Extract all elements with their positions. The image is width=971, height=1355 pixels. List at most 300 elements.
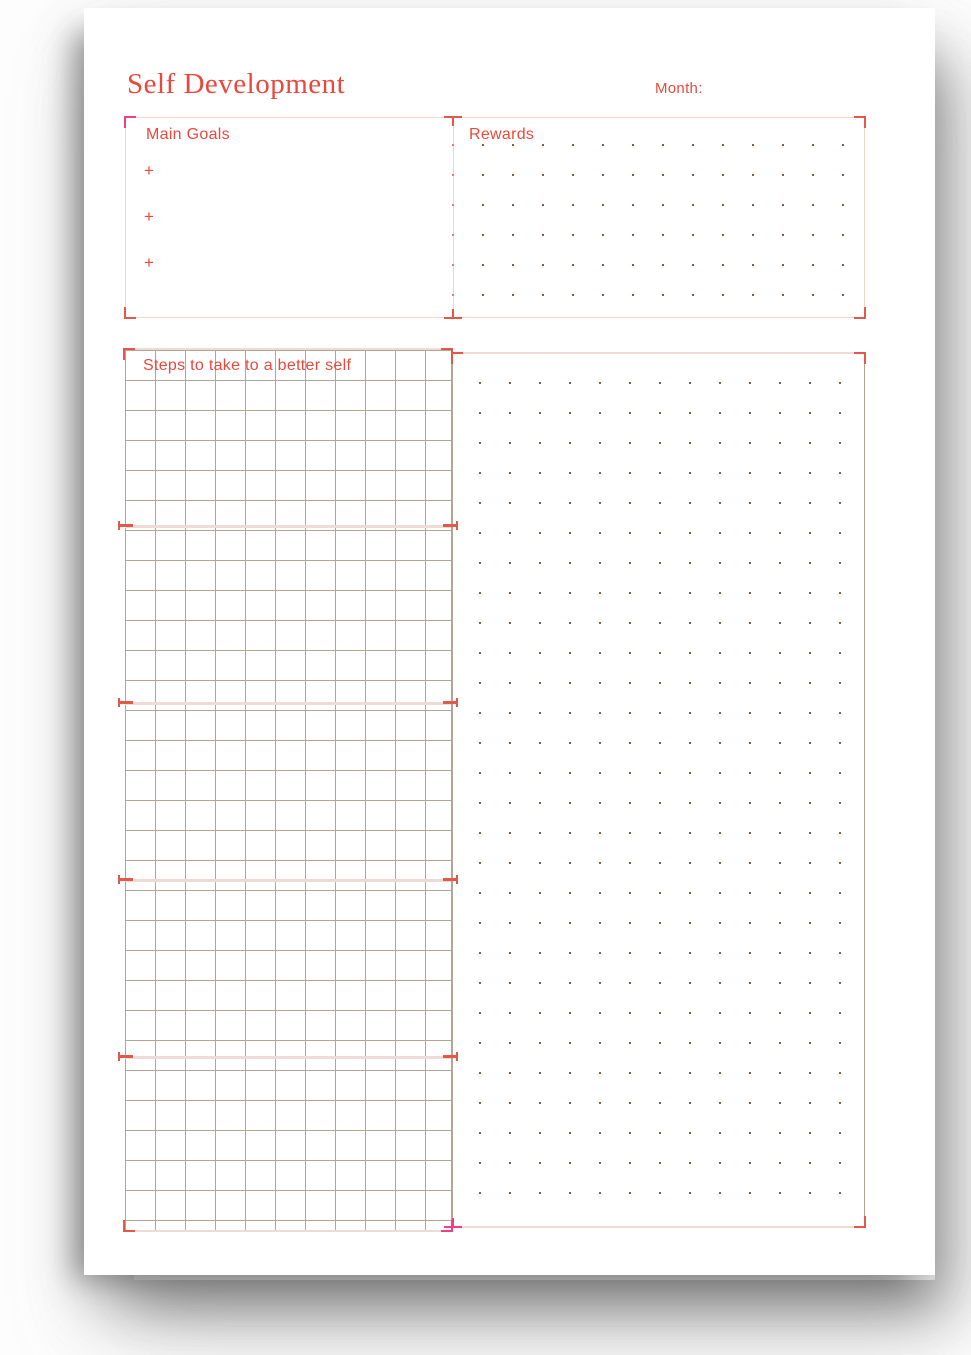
grid-dot [479,442,481,444]
grid-dot [659,502,661,504]
grid-dot [659,922,661,924]
grid-dot [479,892,481,894]
grid-dot [779,1132,781,1134]
grid-dot [809,562,811,564]
grid-dot [479,922,481,924]
grid-dot [779,922,781,924]
grid-dot [809,382,811,384]
grid-dot [659,1192,661,1194]
grid-dot [779,952,781,954]
grid-dot [692,264,694,266]
grid-dot [809,592,811,594]
grid-dot [749,922,751,924]
grid-dot [539,742,541,744]
grid-dot [572,174,574,176]
grid-dot [509,1132,511,1134]
grid-dot [542,264,544,266]
grid-dot [752,174,754,176]
grid-dot [599,802,601,804]
grid-dot [629,502,631,504]
grid-dot [839,952,841,954]
grid-dot [629,1132,631,1134]
grid-dot [779,892,781,894]
grid-dot [839,742,841,744]
grid-dot [782,204,784,206]
grid-dot [839,1132,841,1134]
grid-dot [749,682,751,684]
grid-dot [629,772,631,774]
grid-dot [479,1012,481,1014]
grid-dot [569,922,571,924]
grid-dot [452,294,454,296]
grid-dot [512,144,514,146]
grid-dot [689,472,691,474]
grid-dot [689,1132,691,1134]
grid-dot [542,234,544,236]
crop-mark-icon [444,116,462,118]
grid-dot [659,952,661,954]
grid-dot [512,204,514,206]
grid-dot [599,472,601,474]
grid-dot [509,712,511,714]
grid-dot [809,742,811,744]
grid-dot [782,294,784,296]
crop-tick-icon [118,524,133,527]
grid-dot [719,382,721,384]
grid-dot [779,682,781,684]
crop-tick-icon [118,878,133,881]
grid-dot [629,622,631,624]
grid-dot [719,922,721,924]
grid-dot [539,652,541,654]
grid-dot [572,144,574,146]
grid-dot [569,412,571,414]
grid-dot [632,204,634,206]
grid-dot [809,982,811,984]
grid-dot [599,1012,601,1014]
grid-dot [539,502,541,504]
grid-dot [719,772,721,774]
grid-dot [809,1072,811,1074]
grid-dot [599,412,601,414]
grid-dot [719,472,721,474]
grid-dot [839,802,841,804]
grid-dot [659,562,661,564]
grid-dot [809,1042,811,1044]
grid-dot [509,892,511,894]
grid-dot [812,264,814,266]
grid-dot [782,144,784,146]
grid-dot [572,294,574,296]
grid-dot [539,802,541,804]
grid-dot [509,922,511,924]
grid-dot [482,204,484,206]
grid-dot [629,952,631,954]
rewards-dot-grid [126,118,864,317]
grid-dot [599,1072,601,1074]
grid-dot [689,1042,691,1044]
grid-dot [809,442,811,444]
grid-dot [629,592,631,594]
grid-dot [599,562,601,564]
grid-dot [839,982,841,984]
main-goals-rewards-box [125,117,865,318]
crop-mark-icon [444,317,462,319]
grid-dot [569,1192,571,1194]
grid-dot [782,264,784,266]
grid-dot [689,532,691,534]
grid-dot [599,712,601,714]
grid-dot [689,1162,691,1164]
grid-dot [749,1042,751,1044]
grid-dot [809,472,811,474]
section-divider [125,879,451,882]
grid-dot [752,204,754,206]
grid-dot [779,1012,781,1014]
crop-mark-icon [854,352,866,364]
grid-dot [839,1072,841,1074]
crop-tick-icon [443,878,458,881]
grid-dot [479,832,481,834]
grid-dot [839,862,841,864]
grid-dot [539,1132,541,1134]
grid-dot [659,742,661,744]
grid-dot [539,382,541,384]
grid-dot [509,772,511,774]
grid-dot [482,264,484,266]
grid-dot [719,802,721,804]
grid-dot [479,1102,481,1104]
grid-dot [839,682,841,684]
grid-dot [599,592,601,594]
grid-dot [689,622,691,624]
notes-dot-grid [453,354,864,1226]
grid-dot [509,622,511,624]
grid-dot [509,682,511,684]
grid-dot [749,1192,751,1194]
grid-dot [452,174,454,176]
grid-dot [662,264,664,266]
grid-dot [809,1132,811,1134]
grid-dot [539,1102,541,1104]
grid-dot [539,922,541,924]
grid-dot [629,472,631,474]
grid-dot [602,174,604,176]
grid-dot [569,1132,571,1134]
grid-dot [749,652,751,654]
grid-dot [479,622,481,624]
goal-bullet: + [144,253,154,272]
grid-dot [809,1102,811,1104]
grid-dot [839,1012,841,1014]
grid-dot [599,382,601,384]
grid-dot [542,204,544,206]
grid-dot [602,204,604,206]
grid-dot [509,652,511,654]
grid-dot [689,502,691,504]
grid-dot [719,412,721,414]
grid-dot [779,832,781,834]
grid-dot [839,502,841,504]
grid-dot [809,652,811,654]
grid-dot [812,294,814,296]
grid-dot [689,802,691,804]
grid-dot [629,1042,631,1044]
grid-dot [779,412,781,414]
grid-dot [509,1192,511,1194]
grid-dot [689,382,691,384]
grid-dot [539,532,541,534]
grid-dot [749,952,751,954]
grid-dot [539,592,541,594]
grid-dot [629,982,631,984]
grid-dot [659,1162,661,1164]
section-divider [125,1056,451,1059]
grid-dot [719,1162,721,1164]
grid-dot [749,412,751,414]
grid-dot [479,982,481,984]
grid-dot [749,712,751,714]
grid-dot [479,1072,481,1074]
grid-dot [689,1192,691,1194]
grid-dot [509,1072,511,1074]
grid-dot [569,982,571,984]
grid-dot [839,712,841,714]
grid-dot [692,234,694,236]
grid-dot [539,472,541,474]
grid-dot [509,1162,511,1164]
grid-dot [479,592,481,594]
grid-dot [722,204,724,206]
grid-dot [569,502,571,504]
grid-dot [569,562,571,564]
grid-dot [509,472,511,474]
grid-dot [779,592,781,594]
grid-dot [629,802,631,804]
grid-dot [569,652,571,654]
grid-dot [752,294,754,296]
grid-dot [749,892,751,894]
grid-dot [452,204,454,206]
grid-dot [599,982,601,984]
grid-dot [512,234,514,236]
grid-dot [479,1192,481,1194]
grid-dot [662,294,664,296]
grid-dot [779,382,781,384]
grid-dot [482,174,484,176]
crop-tick-icon [118,701,133,704]
grid-dot [569,952,571,954]
grid-dot [722,234,724,236]
grid-dot [749,1072,751,1074]
grid-dot [809,1162,811,1164]
crop-mark-icon [123,348,135,360]
grid-dot [569,532,571,534]
grid-dot [809,712,811,714]
grid-dot [839,382,841,384]
grid-dot [752,234,754,236]
grid-dot [689,772,691,774]
planner-page [84,8,935,1275]
grid-dot [719,1192,721,1194]
grid-dot [569,832,571,834]
grid-dot [779,622,781,624]
grid-dot [659,592,661,594]
grid-dot [632,294,634,296]
grid-dot [689,832,691,834]
grid-dot [659,892,661,894]
grid-dot [722,294,724,296]
grid-dot [749,562,751,564]
grid-dot [692,174,694,176]
grid-dot [572,204,574,206]
grid-dot [662,144,664,146]
grid-dot [602,234,604,236]
grid-dot [842,294,844,296]
grid-dot [662,204,664,206]
grid-dot [689,742,691,744]
grid-dot [629,652,631,654]
grid-dot [779,502,781,504]
grid-dot [569,472,571,474]
grid-dot [842,204,844,206]
grid-dot [629,1162,631,1164]
grid-dot [659,712,661,714]
grid-dot [809,802,811,804]
grid-dot [539,982,541,984]
grid-dot [779,772,781,774]
main-goals-heading: Main Goals [146,126,230,143]
grid-dot [569,1042,571,1044]
grid-dot [839,772,841,774]
grid-dot [482,144,484,146]
notes-dot-grid-box [452,352,865,1228]
grid-dot [509,592,511,594]
grid-dot [599,952,601,954]
grid-dot [539,412,541,414]
grid-dot [782,174,784,176]
grid-dot [542,144,544,146]
grid-dot [809,922,811,924]
grid-dot [812,204,814,206]
grid-dot [779,1042,781,1044]
grid-dot [749,532,751,534]
grid-dot [629,1102,631,1104]
crop-mark-icon [451,352,463,364]
grid-dot [569,682,571,684]
grid-dot [689,412,691,414]
grid-dot [689,952,691,954]
grid-dot [452,264,454,266]
grid-dot [659,802,661,804]
grid-dot [689,892,691,894]
grid-dot [509,952,511,954]
grid-dot [689,592,691,594]
month-label: Month: [655,80,703,97]
grid-dot [539,892,541,894]
grid-dot [719,982,721,984]
crop-mark-icon [854,1216,866,1228]
grid-dot [719,712,721,714]
grid-dot [632,234,634,236]
grid-dot [602,294,604,296]
grid-dot [749,382,751,384]
grid-dot [539,682,541,684]
grid-dot [749,1162,751,1164]
grid-dot [629,922,631,924]
grid-dot [629,442,631,444]
grid-dot [479,862,481,864]
grid-dot [479,1162,481,1164]
grid-dot [569,712,571,714]
grid-dot [452,234,454,236]
grid-dot [509,532,511,534]
grid-dot [479,952,481,954]
grid-dot [689,982,691,984]
grid-dot [689,862,691,864]
grid-dot [479,412,481,414]
grid-dot [782,234,784,236]
grid-dot [839,622,841,624]
grid-dot [659,472,661,474]
grid-dot [842,144,844,146]
crop-mark-icon [854,116,866,128]
grid-dot [629,742,631,744]
grid-dot [659,772,661,774]
grid-dot [632,264,634,266]
crop-mark-icon [124,307,136,319]
grid-dot [749,832,751,834]
grid-dot [749,592,751,594]
grid-dot [479,1132,481,1134]
section-divider [125,702,451,705]
grid-dot [842,174,844,176]
grid-dot [452,144,454,146]
grid-dot [629,382,631,384]
grid-dot [749,442,751,444]
grid-dot [749,862,751,864]
goal-bullet: + [144,161,154,180]
grid-dot [842,264,844,266]
grid-dot [749,622,751,624]
grid-dot [479,802,481,804]
grid-dot [509,832,511,834]
grid-dot [839,442,841,444]
grid-dot [722,174,724,176]
grid-dot [509,1102,511,1104]
grid-dot [629,832,631,834]
grid-dot [719,1042,721,1044]
grid-dot [569,1162,571,1164]
grid-dot [539,832,541,834]
grid-dot [599,682,601,684]
grid-dot [749,1102,751,1104]
grid-dot [812,144,814,146]
grid-dot [539,1042,541,1044]
grid-dot [599,832,601,834]
grid-dot [479,502,481,504]
grid-dot [752,264,754,266]
grid-dot [722,264,724,266]
grid-dot [659,442,661,444]
grid-dot [509,1012,511,1014]
grid-dot [839,532,841,534]
crop-tick-icon [443,1055,458,1058]
grid-dot [479,472,481,474]
grid-dot [599,862,601,864]
grid-dot [629,1072,631,1074]
grid-dot [779,802,781,804]
